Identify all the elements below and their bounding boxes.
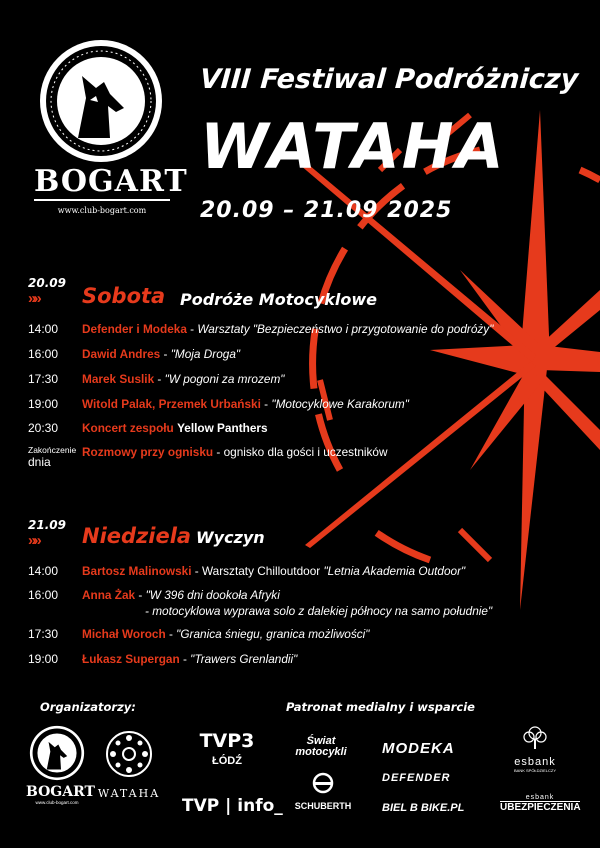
wataha-emblem-icon bbox=[103, 728, 155, 780]
esbank-insurance-top: esbank bbox=[525, 794, 555, 801]
separator: - bbox=[135, 588, 146, 602]
event-title: "W pogoni za mrozem" bbox=[164, 372, 285, 386]
separator: - bbox=[165, 627, 177, 641]
festival-dates: 20.09 – 21.09 2025 bbox=[200, 198, 453, 223]
event-title: "Letnia Akademia Outdoor" bbox=[323, 564, 466, 578]
bielbike-logo: BIEL B BIKE.PL bbox=[382, 802, 465, 814]
swiat-motocykli-logo: Świat motocykli bbox=[295, 735, 347, 758]
event-time: 19:00 bbox=[28, 652, 59, 666]
wolf-badge-icon bbox=[38, 38, 164, 164]
tvp3-logo bbox=[192, 730, 262, 767]
event-description: ognisko dla gości i uczestników bbox=[223, 445, 388, 459]
separator: - bbox=[179, 652, 191, 666]
event-presenter: Michał Woroch bbox=[82, 627, 166, 641]
day-2-arrow-icon: »» bbox=[28, 532, 39, 549]
esbank-insurance-bottom: UBEZPIECZENIA bbox=[500, 802, 581, 813]
modeka-logo: MODEKA bbox=[382, 740, 455, 757]
event-time: 17:30 bbox=[28, 627, 59, 641]
event-time: 16:00 bbox=[28, 588, 59, 602]
separator: - bbox=[160, 347, 171, 361]
event-title: "Granica śniegu, granica możliwości" bbox=[176, 627, 370, 641]
event-time: 14:00 bbox=[28, 564, 59, 578]
day-2-name: Niedziela bbox=[82, 524, 192, 548]
day-2-theme: Wyczyn bbox=[196, 528, 265, 547]
event-time: 16:00 bbox=[28, 347, 59, 361]
event-time: 19:00 bbox=[28, 397, 59, 411]
separator: - bbox=[154, 372, 165, 386]
tvp3-name: TVP3 bbox=[199, 730, 255, 752]
event-title-continued: - motocyklowa wyprawa solo z dalekiej północy na samo południe" bbox=[145, 604, 493, 618]
esbank-sub: BANK SPÓŁDZIELCZY bbox=[513, 768, 556, 773]
event-presenter: Rozmowy przy ognisku bbox=[82, 445, 214, 459]
separator: - bbox=[260, 397, 272, 411]
event-presenter: Defender i Modeka bbox=[82, 322, 187, 336]
event-presenter: Koncert zespołu bbox=[82, 421, 174, 435]
footer-wataha-logo bbox=[97, 728, 161, 800]
band-name: Yellow Panthers bbox=[177, 421, 268, 435]
footer-wataha-name: WATAHA bbox=[97, 787, 161, 800]
bogart-logo-url: www.club-bogart.com bbox=[57, 206, 147, 215]
patrons-label: Patronat medialny i wsparcie bbox=[286, 700, 475, 714]
esbank-logo bbox=[505, 725, 565, 773]
event-presenter: Dawid Andres bbox=[82, 347, 161, 361]
event-title: "Motocyklowe Karakorum" bbox=[271, 397, 409, 411]
organizers-label: Organizatorzy: bbox=[40, 700, 136, 714]
event-title: "Trawers Grenlandii" bbox=[190, 652, 298, 666]
footer-bogart-logo bbox=[26, 725, 95, 805]
day-1-date: 20.09 bbox=[28, 276, 66, 290]
day-1-name: Sobota bbox=[82, 284, 166, 308]
tvp-info-logo: TVP | info_ bbox=[182, 796, 283, 816]
separator: - bbox=[191, 564, 202, 578]
esbank-name: esbank bbox=[514, 756, 556, 768]
bogart-logo-name: BOGART bbox=[34, 164, 188, 199]
event-title: "Moja Droga" bbox=[170, 347, 241, 361]
defender-logo: DEFENDER bbox=[382, 772, 451, 784]
event-presenter: Bartosz Malinowski bbox=[82, 564, 192, 578]
esbank-insurance-logo bbox=[500, 794, 580, 813]
day-1-theme: Podróże Motocyklowe bbox=[180, 290, 378, 309]
event-presenter: Anna Żak bbox=[82, 588, 136, 602]
separator: - bbox=[186, 322, 198, 336]
separator: - bbox=[213, 445, 224, 459]
schuberth-name: SCHUBERTH bbox=[294, 801, 352, 811]
event-presenter: Marek Suslik bbox=[82, 372, 155, 386]
event-time: 17:30 bbox=[28, 372, 59, 386]
event-title: "W 396 dni dookoła Afryki bbox=[145, 588, 280, 602]
schuberth-logo bbox=[288, 772, 358, 811]
event-title: Warsztaty "Bezpieczeństwo i przygotowanie do podróży" bbox=[197, 322, 494, 336]
event-time bbox=[28, 445, 76, 469]
event-presenter: Witold Palak, Przemek Urbański bbox=[82, 397, 261, 411]
tree-icon bbox=[521, 725, 549, 751]
event-time-small: Zakończenie bbox=[28, 445, 77, 455]
event-time-big: dnia bbox=[28, 455, 51, 469]
event-time: 20:30 bbox=[28, 421, 59, 435]
event-time: 14:00 bbox=[28, 322, 59, 336]
footer-bogart-name: BOGART bbox=[26, 784, 95, 800]
festival-title: WATAHA bbox=[200, 110, 506, 183]
event-presenter: Łukasz Supergan bbox=[82, 652, 180, 666]
festival-subtitle: VIII Festiwal Podróżniczy bbox=[198, 64, 580, 95]
bogart-logo bbox=[34, 38, 188, 215]
day-2-date: 21.09 bbox=[28, 518, 66, 532]
wolf-badge-icon bbox=[29, 725, 85, 781]
footer-bogart-url: www.club-bogart.com bbox=[35, 800, 79, 805]
day-1-arrow-icon: »» bbox=[28, 290, 39, 307]
tvp3-city: ŁÓDŹ bbox=[212, 755, 242, 767]
schuberth-emblem-icon bbox=[312, 772, 334, 794]
event-description: Warsztaty Chilloutdoor bbox=[201, 564, 324, 578]
